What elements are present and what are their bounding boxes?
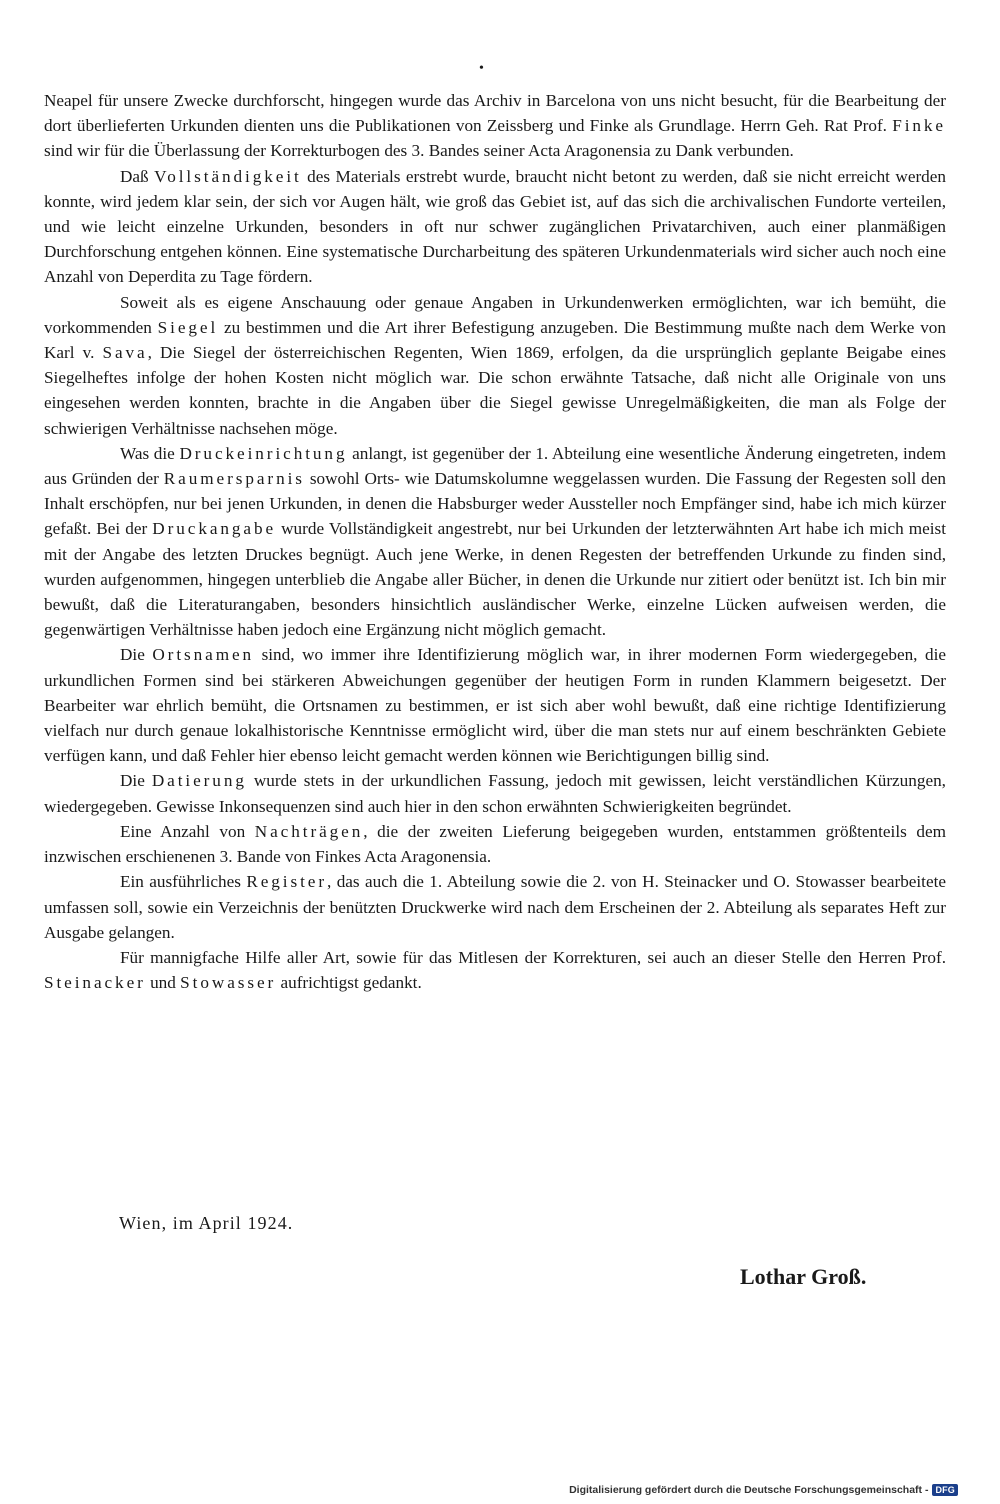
paragraph xyxy=(44,441,946,643)
text-run: sind wir für die Überlassung der Korrekturbogen des 3. Bandes seiner Acta Aragonensia zu Dank verbunden. xyxy=(44,141,794,161)
paragraph xyxy=(44,819,946,869)
paragraph xyxy=(44,164,946,290)
text-run: Was die xyxy=(120,443,180,463)
text-run: Für mannigfache Hilfe aller Art, sowie für das Mitlesen der Korrekturen, sei auch an dieser Stelle den Herren Prof. xyxy=(120,947,946,967)
credit-text: Digitalisierung gefördert durch die Deutsche Forschungsgemeinschaft - xyxy=(569,1484,929,1496)
text-run: Ein ausführliches xyxy=(120,872,247,892)
emphasized-term: Druckeinrichtung xyxy=(179,443,348,463)
text-run: Die xyxy=(120,771,152,791)
text-run: Daß xyxy=(120,166,155,186)
text-run: , das auch die 1. Abteilung sowie die 2. von H. Steinacker und O. Stowasser bearbeitete umfassen soll, sowie ein Verzeichnis der benützten Druckwerke wird nach dem Erscheinen der 2. Abteilung als separates Heft zur Ausgabe gelangen. xyxy=(44,872,946,942)
paragraph xyxy=(44,642,946,768)
emphasized-term: Stowasser xyxy=(180,973,277,993)
paragraph xyxy=(44,768,946,818)
text-run: Die xyxy=(120,645,153,665)
text-run: , die der zweiten Lieferung beigegeben wurden, entstammen größtenteils dem inzwischen erschienenen 3. Bande von Finkes Acta Aragonensia. xyxy=(44,821,946,867)
dfg-logo-icon: DFG xyxy=(932,1484,958,1496)
text-run: wurde stets in der urkundlichen Fassung, jedoch mit gewissen, leicht verständlichen Kürzungen, wiedergegeben. Gewisse Inkonsequenzen sind auch hier in den schon erwähnten Schwierigkeiten begründet. xyxy=(44,771,946,816)
dateline: Wien, im April 1924. xyxy=(119,1213,294,1233)
emphasized-term: Vollständigkeit xyxy=(154,166,302,186)
digitization-credit xyxy=(569,1484,958,1496)
emphasized-term: Register xyxy=(246,872,327,892)
paragraph xyxy=(44,945,946,995)
page-mark: • xyxy=(479,61,484,76)
emphasized-term: Datierung xyxy=(151,771,247,791)
emphasized-term: Ortsnamen xyxy=(152,645,255,665)
text-run: des Materials erstrebt wurde, braucht nicht betont zu werden, daß sie nicht erreicht werden konnte, wird jedem klar sein, der sich vor Augen hält, wie groß das Gebiet ist, auf das sich die archivalischen Fundorte verteilen, und wie leicht einzelne Urkunden, besonders in oft nur schwer zugänglichen Privatarchiven, auch einer planmäßigen Durchforschung entgehen können. Eine systematische Durcharbeitung des späteren Urkundenmaterials wird sicher auch noch eine Anzahl von Deperdita zu Tage fördern. xyxy=(44,166,946,287)
text-run: Neapel für unsere Zwecke durchforscht, hingegen wurde das Archiv in Barcelona von uns nicht besucht, für die Bearbeitung der dort überlieferten Urkunden dienten uns die Publikationen von Zeissberg und Finke als Grundlage. Herrn Geh. Rat Prof. xyxy=(44,91,946,136)
text-run: sowohl Orts- wie Datumskolumne weggelassen wurden. Die Fassung der Regesten soll den Inhalt erschöpfen, nur bei jenen Urkunden, in denen die Habsburger weder Aussteller noch Empfänger sind, habe ich mich kürzer gefaßt. Bei der xyxy=(44,469,946,539)
author-signature: Lothar Groß. xyxy=(740,1264,867,1289)
emphasized-term: Steinacker xyxy=(44,973,146,993)
emphasized-term: Nachträgen xyxy=(254,821,364,841)
text-run: sind, wo immer ihre Identifizierung möglich war, in ihrer modernen Form wiedergegeben, die urkundlichen Formen sind bei stärkeren Abweichungen gegenüber der heutigen Form in runden Klammern beigesetzt. Der Bearbeiter war ehrlich bemüht, die Ortsnamen zu bestimmen, er ist sich aber wohl bewußt, daß eine richtige Identifizierung vielfach nur durch genaue lokalhistorische Kenntnisse ermöglicht wird, über die man stets nur auf einem beschränkten Gebiete verfügen kann, und daß Fehler hier ebenso leicht gemacht werden können wie Berichtigungen billig sind. xyxy=(44,645,946,766)
paragraph xyxy=(44,88,946,164)
emphasized-term: Sava xyxy=(102,343,148,363)
text-run: aufrichtigst gedankt. xyxy=(276,973,422,993)
emphasized-term: Raumersparnis xyxy=(163,469,305,489)
emphasized-term: Druckangabe xyxy=(152,519,277,539)
text-run: wurde Vollständigkeit angestrebt, nur bei Urkunden der letzterwähnten Art habe ich mich meist mit der Angabe des letzten Druckes begnügt. Auch jene Werke, in denen Regesten der betreffenden Urkunde zu finden sind, wurden aufgenommen, hingegen unterblieb die Angabe aller Bücher, in denen die Urkunde nur zitiert oder benützt ist. Ich bin mir bewußt, daß die Literaturangaben, besonders hinsichtlich ausländischer Werke, einzelne Lücken aufweisen werden, die gegenwärtigen Verhältnisse haben jedoch eine Ergänzung nicht möglich gemacht. xyxy=(44,519,946,640)
emphasized-term: Finke xyxy=(892,116,946,136)
text-run: und xyxy=(145,973,181,993)
document-body xyxy=(44,88,946,995)
text-run: anlangt, ist gegenüber der 1. Abteilung eine wesentliche Änderung eingetreten, indem aus Gründen der xyxy=(44,443,946,489)
paragraph xyxy=(44,290,946,441)
text-run: Soweit als es eigene Anschauung oder genaue Angaben in Urkundenwerken ermöglichten, war ich bemüht, die vorkommenden xyxy=(44,292,946,337)
text-run: , Die Siegel der österreichischen Regenten, Wien 1869, erfolgen, da die ursprünglich geplante Beigabe eines Siegelheftes infolge der hohen Kosten nicht möglich war. Die schon erwähnte Tatsache, daß nicht alle Originale von uns eingesehen werden konnten, brachte in die Angaben über die Siegel gewisse Unregelmäßigkeiten, die man als Folge der schwierigen Verhältnisse nachsehen möge. xyxy=(44,343,946,438)
emphasized-term: Siegel xyxy=(157,317,219,337)
paragraph xyxy=(44,869,946,945)
text-run: zu bestimmen und die Art ihrer Befestigung anzugeben. Die Bestimmung mußte nach dem Werke von Karl v. xyxy=(44,317,946,363)
text-run: Eine Anzahl von xyxy=(120,821,255,841)
